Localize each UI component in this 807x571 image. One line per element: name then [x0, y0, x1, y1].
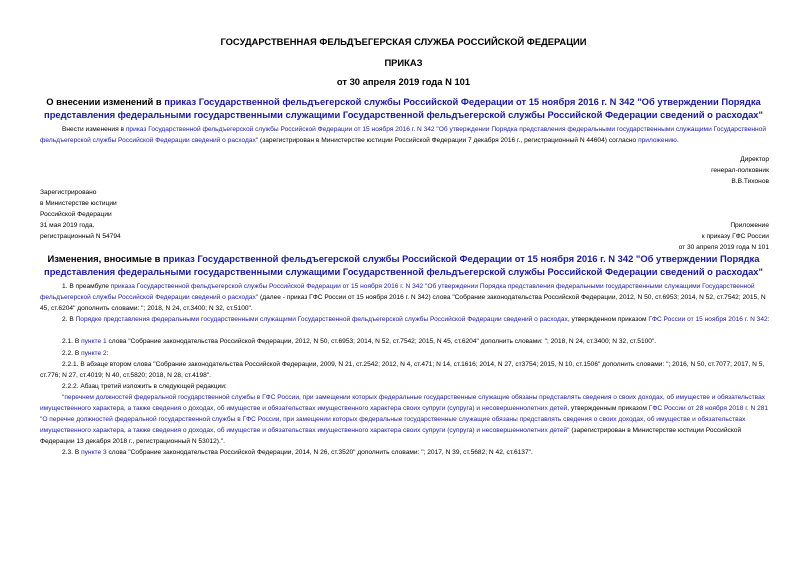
item-2-2-clause-link[interactable]: пункте 2 — [81, 350, 107, 357]
registration-line5: регистрационный N 54794 — [40, 233, 121, 240]
intro-suffix: . — [676, 137, 679, 144]
item-2-3 — [40, 447, 770, 458]
appendix-line2: к приказу ГФС России — [701, 233, 769, 240]
item-2-3-clause-link[interactable]: пункте 3 — [81, 449, 107, 456]
changes-title-prefix: Изменения, вносимые в — [47, 253, 163, 264]
doc-type-heading: ПРИКАЗ — [384, 57, 423, 68]
item-2-2-prefix: 2.2. В — [62, 350, 82, 357]
registration-line2: в Министерстве юстиции — [40, 200, 117, 207]
appendix-block — [679, 220, 769, 253]
quote-suffix: (зарегистрирован в Министерстве юстиции Российской Федерации 13 декабря 2018 г., регистрационный N 53012).". — [40, 427, 742, 445]
title-order-link[interactable]: приказ Государственной фельдъегерской службы Российской Федерации от 15 ноября 2016 г. N 342 "Об утверждении Порядка представления федеральными государственными служащими Государственной фельдъегерской службы Российской Федерации сведений о расходах" — [44, 96, 763, 120]
changes-title — [40, 252, 767, 278]
quote-list-link[interactable]: "перечнем должностей федеральной государственной службы в ГФС России, при замещении которых федеральные государственные служащие обязаны представлять сведения о своих доходах, об имуществе и обязательствах имущественного характера, а также сведения о доходах, об имуществе и обязательствах имущественного характера своих супруги (супруга) и несовершеннолетних детей — [40, 394, 766, 412]
item-2-2-1: 2.2.1. В абзаце втором слова "Собрание законодательства Российской Федерации, 2009, N 21, ст.2542; 2012, N 4, ст.471; N 14, ст.1616; 2014, N 27, ст3754; 2015, N 10, ст.1506" дополнить словами: "; 2016, N 50, ст.7077; 2017, N 5, ст.776; N 27, ст.4019; N 40, ст.5820; 2018, N 28, ст.4198". — [40, 361, 765, 379]
quote-order-link[interactable]: ГФС России от 28 ноября 2018 г. N 281 "О перечне должностей федеральной государственной службы в ГФС России, при замещении которых федеральные государственные служащие обязаны представлять сведения о своих доходах, об имуществе и обязательствах имущественного характера, а также сведения о доходах, об имуществе и обязательствах имущественного характера своих супруги (супруга) и несовершеннолетних детей" — [40, 405, 769, 434]
item-1-prefix: 1. В преамбуле — [62, 283, 111, 290]
intro-prefix: Внести изменения в — [62, 126, 126, 133]
title-prefix: О внесении изменений в — [46, 96, 165, 107]
registration-line3: Российской Федерации — [40, 211, 112, 218]
item-2-3-suffix: слова "Собрание законодательства Российской Федерации, 2014, N 26, ст.3520" дополнить словами: "; 2017, N 39, ст.5682; N 42, ст.6137". — [106, 449, 533, 456]
registration-block — [40, 187, 121, 242]
item-2-1-clause-link[interactable]: пункте 1 — [81, 338, 107, 345]
item-2-2-suffix: : — [106, 350, 109, 357]
item-2-2 — [40, 348, 770, 359]
intro-appendix-link[interactable]: приложению — [638, 137, 677, 144]
item-2-1-suffix: слова "Собрание законодательства Российской Федерации, 2012, N 50, ст.6953; 2014, N 52, ст.7542; 2015, N 45, ст.6204" дополнить словами: "; 2018, N 24, ст.3400; N 32, ст.5100". — [106, 338, 657, 345]
appendix-line3: от 30 апреля 2019 года N 101 — [678, 244, 769, 251]
signature-block — [711, 154, 769, 187]
registration-line1: Зарегистрировано — [40, 189, 97, 196]
item-2-1 — [40, 336, 770, 347]
intro-order-link[interactable]: приказ Государственной фельдъегерской службы Российской Федерации от 15 ноября 2016 г. N 342 "Об утверждении Порядка представления федеральными государственными служащими Государственной фельдъегерской службы Российской Федерации сведений о расходах" — [40, 126, 767, 144]
item-quote — [40, 392, 770, 447]
appendix-line1: Приложение — [730, 222, 769, 229]
item-2-prefix: 2. В — [62, 316, 76, 323]
item-2-3-prefix: 2.3. В — [62, 449, 82, 456]
item-2-order-link[interactable]: ГФС России от 15 ноября 2016 г. N 342 — [648, 316, 768, 323]
registration-line4: 31 мая 2019 года, — [40, 222, 95, 229]
item-2-middle: , утвержденном приказом — [567, 316, 649, 323]
item-2-suffix: : — [767, 316, 770, 323]
signature-rank: генерал-полковник — [711, 167, 769, 174]
agency-heading: ГОСУДАРСТВЕННАЯ ФЕЛЬДЪЕГЕРСКАЯ СЛУЖБА РОССИЙСКОЙ ФЕДЕРАЦИИ — [220, 36, 587, 47]
changes-title-order-link[interactable]: приказ Государственной фельдъегерской службы Российской Федерации от 15 ноября 2016 г. N 342 "Об утверждении Порядка представления федеральными государственными служащими Государственной фельдъегерской службы Российской Федерации сведений о расходах" — [44, 253, 763, 277]
item-1 — [40, 281, 770, 314]
item-1-suffix: (далее - приказ ГФС России от 15 ноября 2016 г. N 342) слова "Собрание законодательства Российской Федерации, 2012, N 50, ст.6953; 2014, N 52, ст.7542; 2015, N 45, ст.6204" дополнить словами: "; 2018, N 24, ст.3400; N 32, ст.5100". — [40, 294, 766, 312]
intro-middle: (зарегистрирован в Министерстве юстиции Российской Федерации 7 декабря 2016 г., регистрационный N 44604) согласно — [258, 137, 639, 144]
quote-middle: , утвержденным приказом — [567, 405, 649, 412]
item-2-procedure-link[interactable]: Порядке представления федеральными государственными служащими Государственной фельдъегерской службы Российской Федерации сведений о расходах — [75, 316, 568, 323]
item-1-order-link[interactable]: приказа Государственной фельдъегерской службы Российской Федерации от 15 ноября 2016 г. N 342 "Об утверждении Порядка представления федеральными государственными служащими Государственной фельдъегерской службы Российской Федерации сведений о расходах" — [40, 283, 755, 301]
item-2-2-2: 2.2.2. Абзац третий изложить в следующей редакции: — [62, 383, 227, 390]
doc-date-heading: от 30 апреля 2019 года N 101 — [336, 76, 471, 87]
signature-name: В.В.Тихонов — [731, 178, 769, 185]
document-title — [40, 95, 767, 121]
item-2 — [40, 314, 770, 325]
item-2-1-prefix: 2.1. В — [62, 338, 82, 345]
signature-position: Директор — [740, 156, 769, 163]
intro-paragraph — [40, 124, 770, 146]
